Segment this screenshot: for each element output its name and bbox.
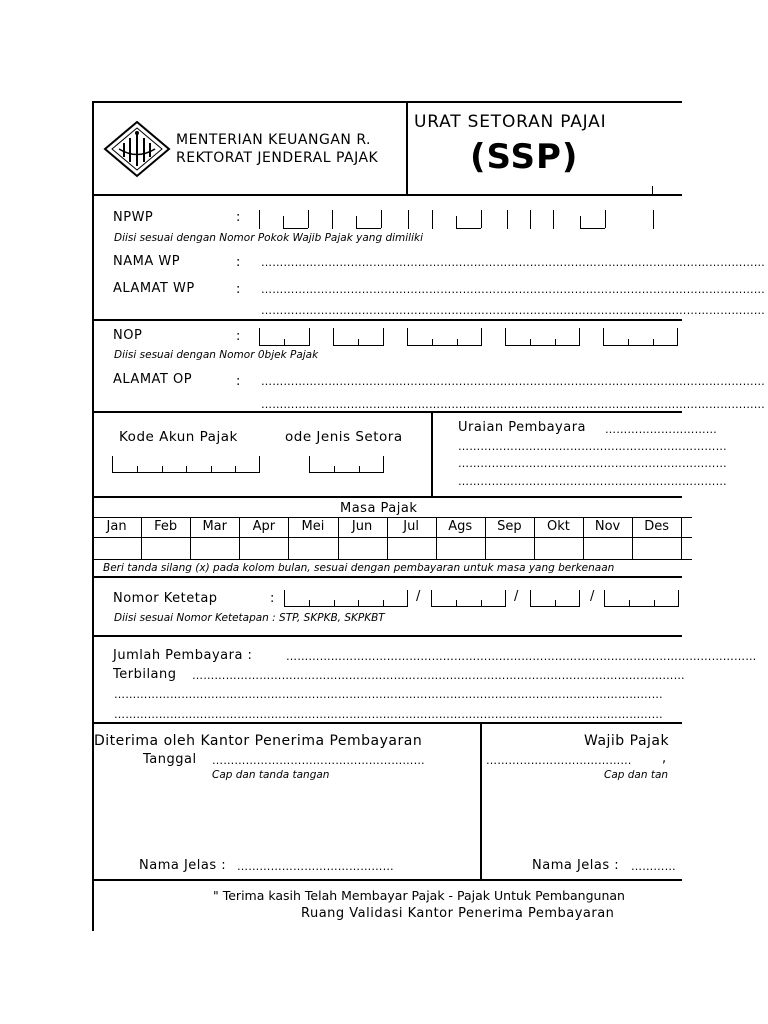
masa-pajak-table xyxy=(92,517,692,560)
month-checkbox[interactable] xyxy=(632,538,681,559)
wajib-nama-label: Nama Jelas : xyxy=(532,858,620,873)
month-label: Nov xyxy=(594,519,621,534)
kode-akun-label: Kode Akun Pajak xyxy=(119,429,238,445)
nama-wp-field[interactable]: ……………………………………………………………………………………………………………………… xyxy=(261,256,765,269)
ministry-emblem xyxy=(103,120,171,178)
month-checkbox[interactable] xyxy=(92,538,141,559)
month-label: Mar xyxy=(202,519,227,534)
month-checkbox[interactable] xyxy=(190,538,239,559)
diterima-nama-field[interactable]: …………………………………… xyxy=(237,860,394,873)
kode-akun-boxes[interactable] xyxy=(112,456,260,473)
month-label: Jul xyxy=(403,519,419,534)
diterima-title: Diterima oleh Kantor Penerima Pembayaran xyxy=(94,733,423,749)
npwp-digit-box[interactable] xyxy=(356,216,381,229)
wajib-nama-field[interactable]: ………… xyxy=(631,860,676,873)
month-label: Okt xyxy=(547,519,570,534)
npwp-colon: : xyxy=(236,210,241,225)
npwp-digit-box[interactable] xyxy=(408,210,409,229)
diterima-cap-note: Cap dan tanda tangan xyxy=(212,769,330,781)
nop-note: Diisi sesuai dengan Nomor 0bjek Pajak xyxy=(114,349,319,361)
month-checkbox[interactable] xyxy=(436,538,485,559)
alamat-wp-colon: : xyxy=(236,282,241,297)
month-label: Feb xyxy=(154,519,178,534)
section-line-footer xyxy=(92,879,682,881)
ketetapan-slash-2: / xyxy=(514,589,519,604)
month-label: Jan xyxy=(106,519,127,534)
npwp-digit-box[interactable] xyxy=(653,210,654,229)
npwp-digit-box[interactable] xyxy=(259,210,260,229)
uraian-field-line0[interactable]: ………………………… xyxy=(605,423,717,436)
alamat-op-colon: : xyxy=(236,374,241,389)
masa-pajak-title: Masa Pajak xyxy=(340,501,418,516)
month-checkbox[interactable] xyxy=(288,538,337,559)
kode-uraian-divider xyxy=(431,411,433,497)
nama-wp-colon: : xyxy=(236,255,241,270)
terbilang-label: Terbilang xyxy=(113,667,177,682)
month-label: Sep xyxy=(497,519,522,534)
nop-digit-box[interactable] xyxy=(333,328,384,346)
ketetapan-note: Diisi sesuai Nomor Ketetapan : STP, SKPKB, SKPKBT xyxy=(114,612,385,624)
wajib-tanggal-field[interactable]: ………………………………… xyxy=(486,754,632,767)
npwp-digit-box[interactable] xyxy=(456,216,481,229)
month-divider xyxy=(681,517,682,560)
terbilang-line3[interactable]: ………………………………………………………………………………………………………………………………… xyxy=(114,708,663,721)
section-line-kode xyxy=(92,411,682,413)
directorate-name: REKTORAT JENDERAL PAJAK xyxy=(176,150,379,166)
frame-left-line xyxy=(92,101,94,931)
frame-top-line xyxy=(92,101,682,103)
month-label: Jun xyxy=(351,519,373,534)
month-label: Mei xyxy=(301,519,325,534)
diterima-wajib-divider xyxy=(480,722,482,880)
ketetapan-colon: : xyxy=(270,591,275,606)
npwp-digit-box[interactable] xyxy=(553,210,554,229)
month-label: Apr xyxy=(252,519,276,534)
section-line-diterima xyxy=(92,722,682,724)
npwp-digit-box[interactable] xyxy=(507,210,508,229)
month-label: Des xyxy=(644,519,670,534)
uraian-field-line1[interactable]: ……………………………………………………………… xyxy=(458,440,727,453)
ketetapan-slash-3: / xyxy=(590,589,595,604)
month-checkbox[interactable] xyxy=(239,538,288,559)
nop-colon: : xyxy=(236,329,241,344)
ketetapan-boxes-3[interactable] xyxy=(530,590,580,607)
header-divider-line xyxy=(406,101,408,195)
jumlah-label: Jumlah Pembayara : xyxy=(113,648,253,663)
npwp-digit-box[interactable] xyxy=(332,210,333,229)
month-checkbox[interactable] xyxy=(141,538,190,559)
ketetapan-boxes-2[interactable] xyxy=(431,590,506,607)
month-label: Ags xyxy=(448,519,473,534)
month-checkbox[interactable] xyxy=(583,538,632,559)
diterima-tanggal-label: Tanggal xyxy=(143,752,197,767)
wajib-tanggal-comma: , xyxy=(662,751,667,766)
nop-label: NOP xyxy=(113,328,143,343)
terbilang-field[interactable]: …………………………………………………………………………………………………………………… xyxy=(192,669,685,682)
wajib-cap-note: Cap dan tan xyxy=(604,769,669,781)
npwp-digit-box[interactable] xyxy=(580,216,605,229)
uraian-field-line2[interactable]: ……………………………………………………………… xyxy=(458,457,727,470)
section-line-masa xyxy=(92,496,682,498)
masa-pajak-note: Beri tanda silang (x) pada kolom bulan, sesuai dengan pembayaran untuk masa yang berkenaan xyxy=(103,562,615,574)
month-checkbox[interactable] xyxy=(485,538,534,559)
terbilang-line2[interactable]: ………………………………………………………………………………………………………………………………… xyxy=(114,688,663,701)
npwp-input-boxes[interactable] xyxy=(255,210,685,228)
header-tick xyxy=(652,186,653,195)
kode-jenis-label: ode Jenis Setora xyxy=(285,429,403,445)
thanks-message: " Terima kasih Telah Membayar Pajak - Pajak Untuk Pembangunan xyxy=(213,888,625,903)
npwp-note: Diisi sesuai dengan Nomor Pokok Wajib Pajak yang dimiliki xyxy=(114,232,424,244)
ketetapan-label: Nomor Ketetap xyxy=(113,591,218,606)
nop-input-boxes[interactable] xyxy=(259,328,689,346)
alamat-op-label: ALAMAT OP xyxy=(113,372,193,387)
alamat-wp-field-line2[interactable]: ……………………………………………………………………………………………………………………… xyxy=(261,304,765,317)
kode-jenis-boxes[interactable] xyxy=(309,456,384,473)
section-line-nop xyxy=(92,319,682,321)
diterima-tanggal-field[interactable]: ………………………………………………… xyxy=(212,754,425,767)
month-checkbox[interactable] xyxy=(534,538,583,559)
section-line-ketetapan xyxy=(92,576,682,578)
form-title: URAT SETORAN PAJAI xyxy=(414,112,607,132)
nop-digit-box[interactable] xyxy=(407,328,482,346)
npwp-label: NPWP xyxy=(113,210,154,225)
wajib-pajak-title: Wajib Pajak xyxy=(584,733,670,749)
ministry-name: MENTERIAN KEUANGAN R. xyxy=(176,132,372,148)
npwp-digit-box[interactable] xyxy=(283,216,308,229)
month-checkbox[interactable] xyxy=(387,538,436,559)
diterima-nama-label: Nama Jelas : xyxy=(139,858,227,873)
nama-wp-label: NAMA WP xyxy=(113,254,181,269)
nop-digit-box[interactable] xyxy=(603,328,678,346)
uraian-label: Uraian Pembayara xyxy=(458,420,587,435)
uraian-field-line3[interactable]: ……………………………………………………………… xyxy=(458,475,727,488)
ketetapan-slash-1: / xyxy=(416,589,421,604)
month-checkbox[interactable] xyxy=(338,538,387,559)
ketetapan-boxes-4[interactable] xyxy=(604,590,679,607)
ketetapan-boxes-1[interactable] xyxy=(284,590,408,607)
alamat-op-field-line2[interactable]: ……………………………………………………………………………………………………………………… xyxy=(261,398,765,411)
validation-space-label: Ruang Validasi Kantor Penerima Pembayaran xyxy=(301,906,615,921)
nop-digit-box[interactable] xyxy=(259,328,310,346)
npwp-digit-box[interactable] xyxy=(432,210,433,229)
section-line-jumlah xyxy=(92,635,682,637)
jumlah-field[interactable]: ……………………………………………………………………………………………………………… xyxy=(286,650,757,663)
section-line-header xyxy=(92,194,682,196)
alamat-wp-label: ALAMAT WP xyxy=(113,281,195,296)
alamat-op-field-line1[interactable]: ……………………………………………………………………………………………………………………… xyxy=(261,375,765,388)
form-code: (SSP) xyxy=(470,137,579,177)
npwp-digit-box[interactable] xyxy=(530,210,531,229)
alamat-wp-field-line1[interactable]: ……………………………………………………………………………………………………………………… xyxy=(261,283,765,296)
nop-digit-box[interactable] xyxy=(505,328,580,346)
